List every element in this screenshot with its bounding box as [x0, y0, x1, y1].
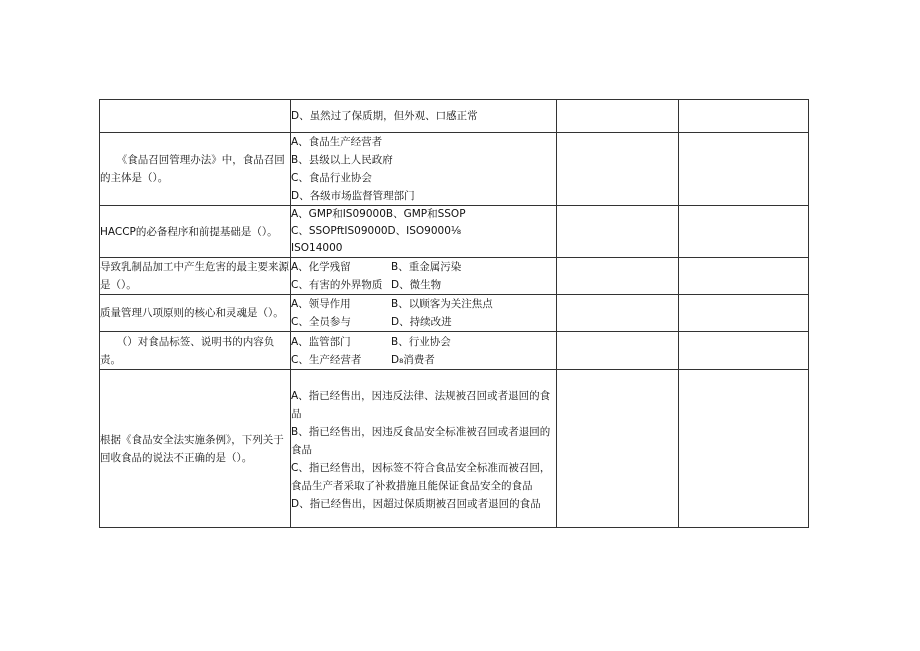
options-cell: [291, 332, 557, 370]
option-d: D₈消费者: [391, 353, 435, 366]
options-cell: [291, 206, 557, 258]
options-cell: [291, 258, 557, 295]
answer-cell[interactable]: [557, 206, 679, 258]
option-a: A、化学残留: [291, 261, 351, 273]
table-row: [100, 100, 809, 133]
table-row: [100, 206, 809, 258]
option-a: A、食品生产经营者: [291, 136, 383, 148]
answer-cell[interactable]: [557, 258, 679, 295]
notes-cell[interactable]: [679, 370, 809, 528]
table-row: [100, 370, 809, 528]
question-cell: [100, 258, 291, 295]
answer-cell[interactable]: [557, 133, 679, 206]
option-d: D、各级市场监督管理部门: [291, 190, 415, 202]
answer-cell[interactable]: [557, 370, 679, 528]
notes-cell[interactable]: [679, 133, 809, 206]
options-cell: [291, 370, 557, 528]
option-b: B、重金属污染: [391, 261, 462, 273]
options-cell: [291, 295, 557, 332]
option-d-cont: ISO14000: [291, 242, 343, 254]
table-row: [100, 295, 809, 332]
question-cell: [100, 370, 291, 528]
option-c: C、有害的外界物质: [291, 279, 383, 291]
option-d: D、微生物: [391, 279, 442, 291]
option-c: C、食品行业协会: [291, 172, 372, 184]
question-cell: [100, 332, 291, 370]
notes-cell[interactable]: [679, 332, 809, 370]
question-cell: [100, 100, 291, 133]
option-c: C、指已经售出，因标签不符合食品安全标准而被召回，食品生产者采取了补救措施且能保证食品安全的食品: [291, 461, 551, 492]
answer-cell[interactable]: [557, 295, 679, 332]
question-text: HACCP的必备程序和前提基础是（）。: [100, 225, 278, 238]
question-text: （）对食品标签、说明书的内容负责。: [100, 335, 275, 366]
notes-cell[interactable]: [679, 100, 809, 133]
option-b: B、县级以上人民政府: [291, 154, 393, 166]
option-b: B、行业协会: [391, 335, 451, 348]
option-c: C、生产经营者: [291, 353, 362, 366]
option-c: C、全员参与: [291, 316, 351, 328]
option-cd: C、SSOPftIS09000D、ISO9000⅛: [291, 225, 462, 237]
option-a: A、领导作用: [291, 298, 351, 310]
question-text: 根据《食品安全法实施条例》，下列关于回收食品的说法不正确的是（）。: [100, 433, 284, 464]
option-b: B、指已经售出，因违反食品安全标准被召回或者退回的食品: [291, 425, 551, 456]
options-cell: [291, 133, 557, 206]
question-table: [99, 99, 809, 528]
question-cell: [100, 295, 291, 332]
option-d: D、指已经售出，因超过保质期被召回或者退回的食品: [291, 497, 541, 510]
notes-cell[interactable]: [679, 295, 809, 332]
question-cell: [100, 206, 291, 258]
option-d: D、虽然过了保质期，但外观、口感正常: [291, 110, 478, 122]
question-cell: [100, 133, 291, 206]
table-row: [100, 332, 809, 370]
table-row: [100, 133, 809, 206]
option-b: B、以顾客为关注焦点: [391, 298, 493, 310]
option-a: A、监管部门: [291, 335, 351, 348]
option-d: D、持续改进: [391, 316, 452, 328]
table-row: [100, 258, 809, 295]
question-text: 质量管理八项原则的核心和灵魂是（）。: [100, 307, 284, 319]
options-cell: [291, 100, 557, 133]
notes-cell[interactable]: [679, 258, 809, 295]
question-text: 《食品召回管理办法》中，食品召回的主体是（）。: [100, 154, 285, 184]
option-ab: A、GMP和IS09000B、GMP和SSOP: [291, 208, 466, 220]
notes-cell[interactable]: [679, 206, 809, 258]
answer-cell[interactable]: [557, 332, 679, 370]
option-a: A、指已经售出，因违反法律、法规被召回或者退回的食品: [291, 389, 551, 420]
answer-cell[interactable]: [557, 100, 679, 133]
question-text: 导致乳制品加工中产生危害的最主要来源是（）。: [100, 261, 289, 291]
